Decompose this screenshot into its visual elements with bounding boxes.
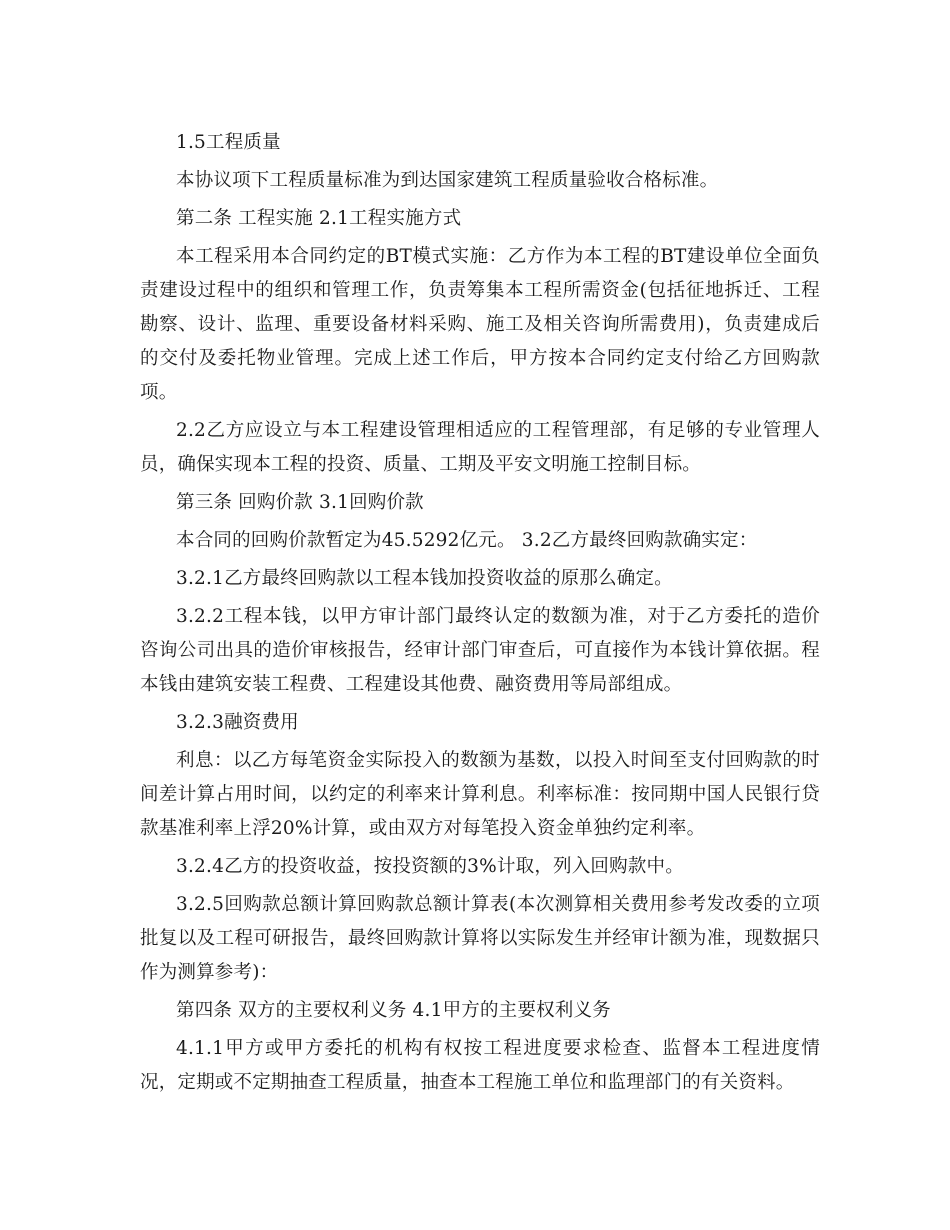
document-page <box>140 126 820 1104</box>
paragraph-buyback-price: 本合同的回购价款暂定为45.5292亿元。 3.2乙方最终回购款确实定： <box>176 530 758 551</box>
paragraph-2-2: 2.2乙方应设立与本工程建设管理相适应的工程管理部，有足够的专业管理人员，确保实现本工程的投资、质量、工期及平安文明施工控制目标。 <box>140 420 820 475</box>
paragraph-quality-standard: 本协议项下工程质量标准为到达国家建筑工程质量验收合格标准。 <box>176 170 719 191</box>
article-heading-2: 第二条 工程实施 2.1工程实施方式 <box>176 208 462 229</box>
paragraph-3-2-4: 3.2.4乙方的投资收益，按投资额的3%计取，列入回购款中。 <box>176 856 684 877</box>
paragraph-4-1-1: 4.1.1甲方或甲方委托的机构有权按工程进度要求检查、监督本工程进度情况，定期或不定期抽查工程质量，抽查本工程施工单位和监理部门的有关资料。 <box>140 1038 820 1093</box>
paragraph-3-2-5: 3.2.5回购款总额计算回购款总额计算表(本次测算相关费用参考发改委的立项批复以及工程可研报告，最终回购款计算将以实际发生并经审计额为准，现数据只作为测算参考)： <box>140 894 820 983</box>
paragraph-3-2-2: 3.2.2工程本钱，以甲方审计部门最终认定的数额为准，对于乙方委托的造价咨询公司出具的造价审核报告，经审计部门审查后，可直接作为本钱计算依据。程本钱由建筑安装工程费、工程建设其他费、融资费用等局部组成。 <box>140 606 820 695</box>
section-heading-3-2-3: 3.2.3融资费用 <box>176 712 299 733</box>
paragraph-3-2-1: 3.2.1乙方最终回购款以工程本钱加投资收益的原那么确定。 <box>176 568 673 589</box>
article-heading-4: 第四条 双方的主要权利义务 4.1甲方的主要权利义务 <box>176 1000 611 1021</box>
paragraph-interest: 利息：以乙方每笔资金实际投入的数额为基数，以投入时间至支付回购款的时间差计算占用时间，以约定的利率来计算利息。利率标准：按同期中国人民银行贷款基准利率上浮20%计算，或由双方对每笔投入资金单独约定利率。 <box>140 750 820 839</box>
paragraph-bt-mode: 本工程采用本合同约定的BT模式实施：乙方作为本工程的BT建设单位全面负责建设过程中的组织和管理工作，负责筹集本工程所需资金(包括征地拆迁、工程勘察、设计、监理、重要设备材料采购、施工及相关咨询所需费用)，负责建成后的交付及委托物业管理。完成上述工作后，甲方按本合同约定支付给乙方回购款项。 <box>140 246 820 403</box>
section-heading-quality: 1.5工程质量 <box>176 132 281 153</box>
article-heading-3: 第三条 回购价款 3.1回购价款 <box>176 492 424 513</box>
